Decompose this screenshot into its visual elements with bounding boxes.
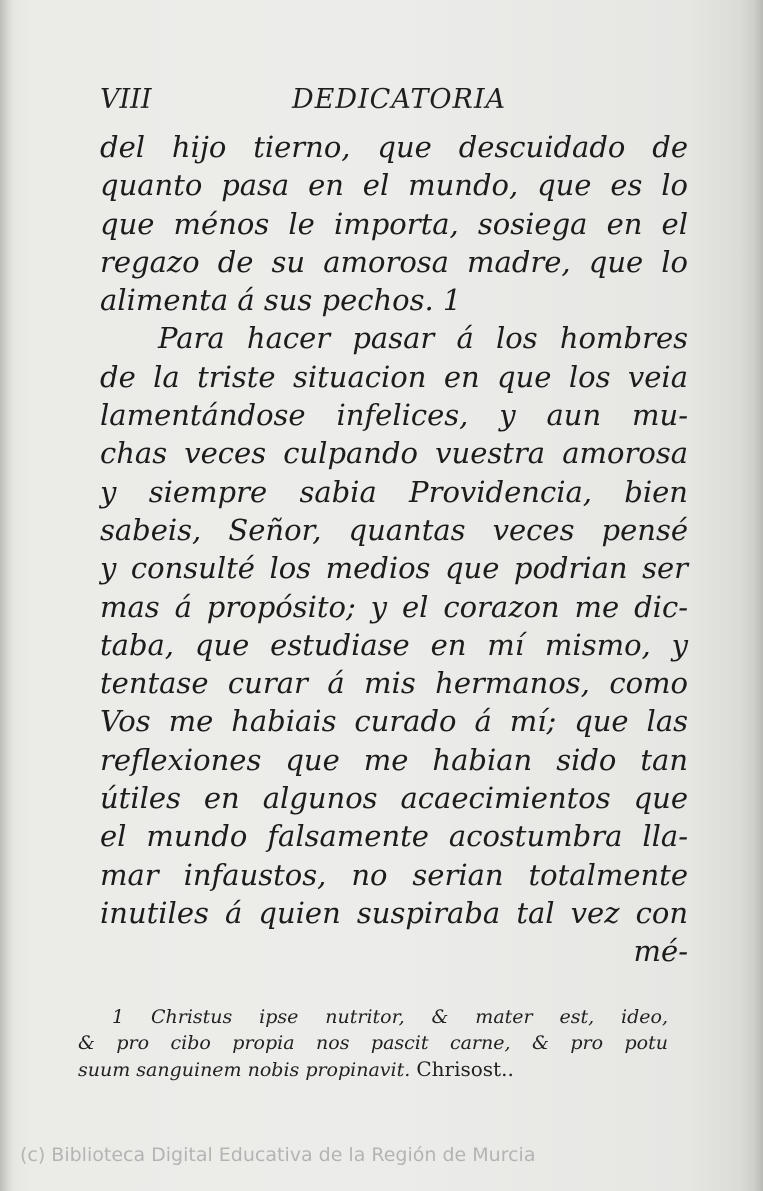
copyright-watermark: (c) Biblioteca Digital Educativa de la Región de Murcia bbox=[20, 1144, 536, 1166]
text-line: sabeis, Señor, quantas veces pensé bbox=[100, 512, 688, 547]
page-edge bbox=[741, 0, 763, 1191]
footnote-line-text: suum sanguinem nobis propinavit. bbox=[78, 1059, 411, 1081]
footnote-line: & pro cibo propia nos pascit carne, & pro potu bbox=[78, 1032, 668, 1054]
text-line: que ménos le importa, sosiega en el bbox=[100, 206, 688, 241]
text-line: del hijo tierno, que descuidado de bbox=[100, 130, 688, 164]
text-line: útiles en algunos acaecimientos que bbox=[100, 781, 688, 816]
text-line: chas veces culpando vuestra amorosa bbox=[100, 436, 688, 471]
catchword: mé- bbox=[633, 934, 688, 969]
text-line: el mundo falsamente acostumbra lla- bbox=[100, 819, 688, 854]
text-line: y siempre sabia Providencia, bien bbox=[100, 474, 688, 509]
page-header bbox=[100, 84, 680, 124]
text-line: tentase curar á mis hermanos, como bbox=[100, 666, 688, 701]
text-line: regazo de su amorosa madre, que lo bbox=[100, 244, 688, 279]
text-line: y consulté los medios que podrian ser bbox=[100, 551, 688, 586]
binding-shadow bbox=[0, 0, 14, 1191]
text-line: inutiles á quien suspiraba tal vez con bbox=[100, 895, 688, 930]
text-line: de la triste situacion en que los veia bbox=[100, 359, 688, 394]
text-line: mas á propósito; y el corazon me dic- bbox=[100, 589, 688, 624]
footnote-line-final bbox=[78, 1056, 668, 1082]
folio-number: VIII bbox=[100, 84, 152, 115]
text-line: taba, que estudiase en mí mismo, y bbox=[100, 627, 688, 662]
text-line: reflexiones que me habian sido tan bbox=[100, 742, 688, 777]
footnote-line: 1 Christus ipse nutritor, & mater est, ideo, bbox=[112, 1006, 668, 1028]
text-line: Para hacer pasar á los hombres bbox=[158, 321, 688, 356]
text-line: lamentándose infelices, y aun mu- bbox=[100, 398, 688, 433]
body-text bbox=[100, 128, 688, 971]
footnote bbox=[78, 1004, 668, 1082]
text-line: Vos me habiais curado á mí; que las bbox=[100, 704, 688, 739]
footnote-author: Chrisost.. bbox=[416, 1057, 514, 1081]
text-line: quanto pasa en el mundo, que es lo bbox=[100, 168, 688, 203]
text-line: mar infaustos, no serian totalmente bbox=[100, 857, 688, 892]
text-line: alimenta á sus pechos. 1 bbox=[100, 283, 462, 318]
running-title: DEDICATORIA bbox=[292, 84, 506, 115]
